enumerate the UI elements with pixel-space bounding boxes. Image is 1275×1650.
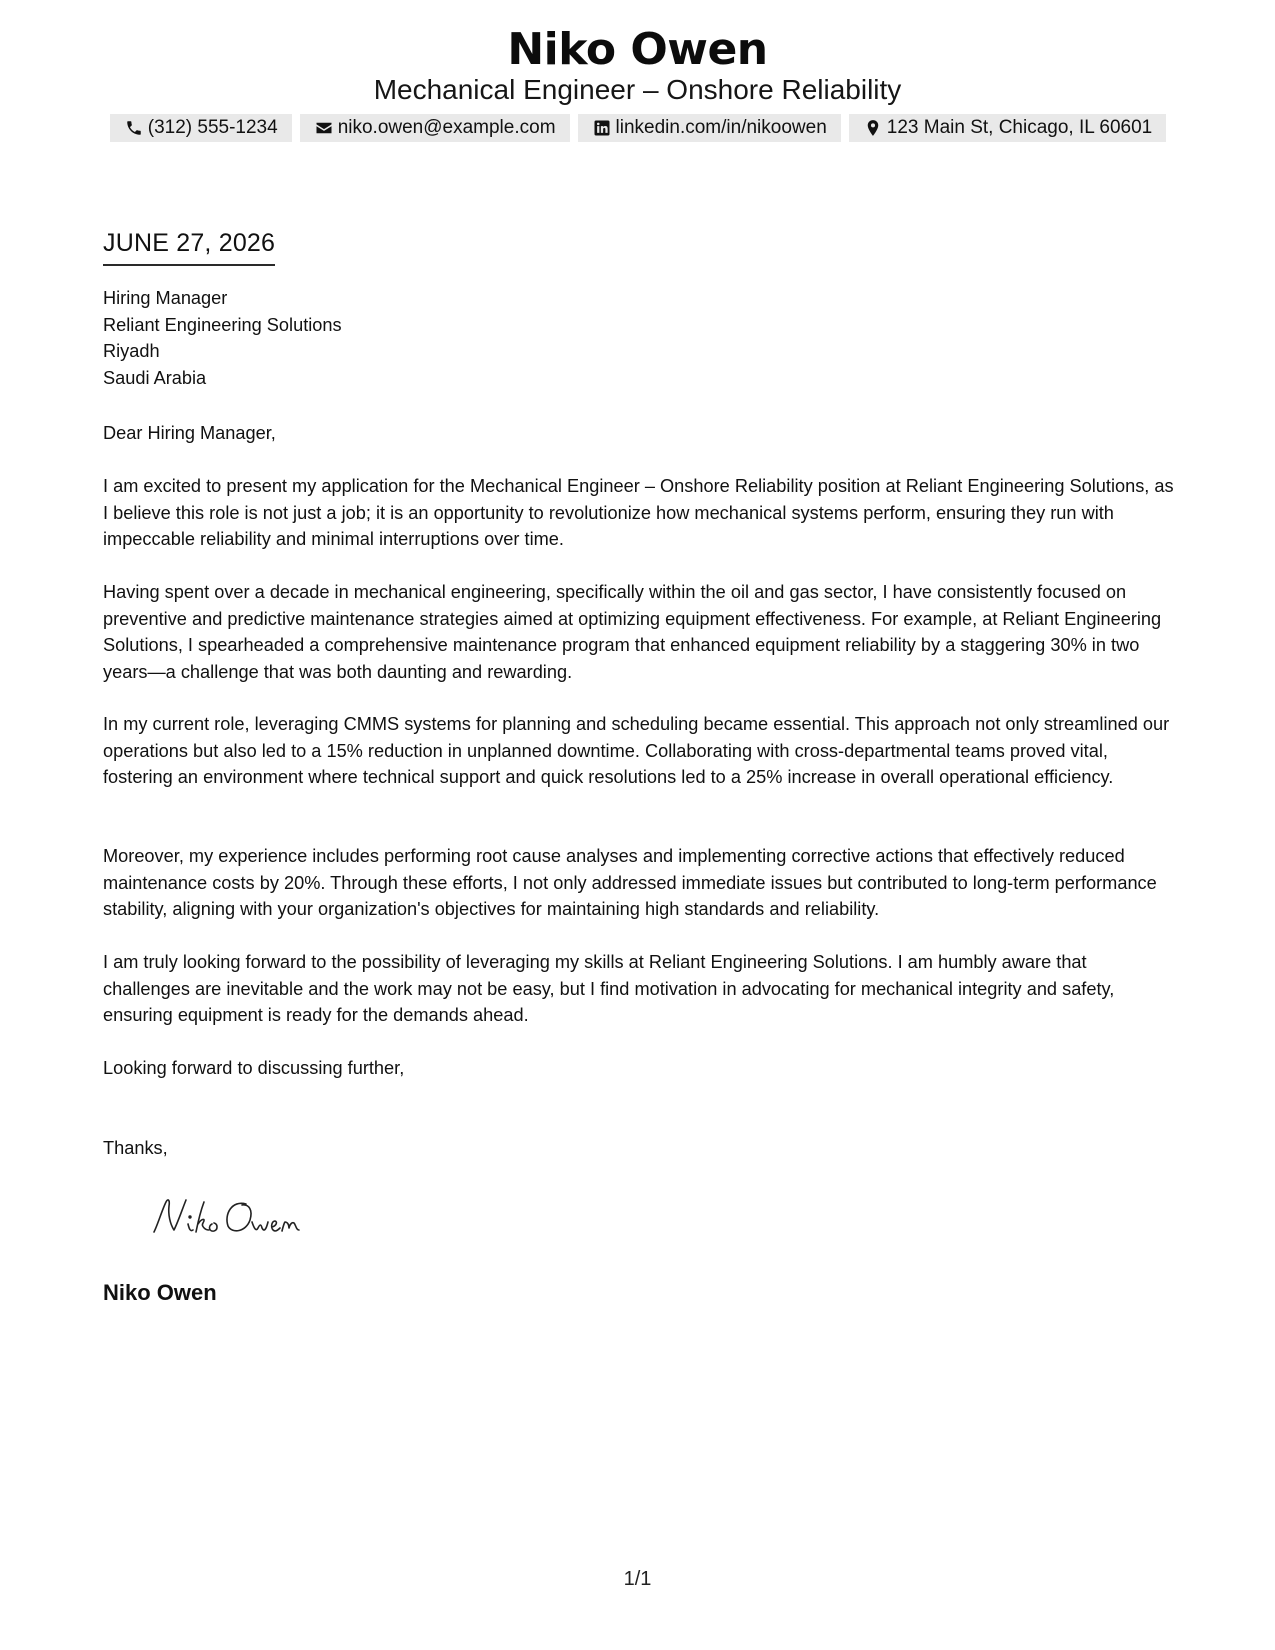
contact-email-text: niko.owen@example.com	[337, 117, 556, 138]
contact-bar	[113, 114, 1163, 142]
letter-header	[0, 24, 1275, 108]
contact-phone	[110, 114, 292, 142]
page-number: 1/1	[623, 1568, 652, 1590]
body-paragraph: I am truly looking forward to the possibility of leveraging my skills at Reliant Engineering Solutions. I am humbly aware that challenges are inevitable and the work may not be easy, but I find motivation in advocating for mechanical integrity and safety, ensuring equipment is ready for the demands ahead.	[103, 952, 1115, 1025]
recipient-line: Saudi Arabia	[103, 367, 207, 388]
closing-line: Looking forward to discussing further,	[103, 1058, 405, 1078]
contact-address	[849, 114, 1166, 142]
recipient-block	[103, 285, 1178, 391]
body-paragraph: I am excited to present my application for the Mechanical Engineer – Onshore Reliability position at Reliant Engineering Solutions, as I believe this role is not just a job; it is an opportunity to revolutionize how mechanical systems perform, ensuring they run with impeccable reliability and minimal interruptions over time.	[103, 476, 1174, 549]
handwritten-signature	[148, 1188, 328, 1248]
body-paragraph: Moreover, my experience includes performing root cause analyses and implementing corrective actions that effectively reduced maintenance costs by 20%. Through these efforts, I not only addressed immediate issues but contributed to long-term performance stability, aligning with your organization's objectives for maintaining high standards and reliability.	[103, 846, 1157, 919]
recipient-line: Riyadh	[103, 341, 160, 361]
contact-phone-text: (312) 555-1234	[147, 117, 278, 138]
phone-icon	[124, 118, 144, 138]
contact-address-text: 123 Main St, Chicago, IL 60601	[886, 117, 1153, 138]
recipient-line: Hiring Manager	[103, 288, 228, 308]
applicant-title: Mechanical Engineer – Onshore Reliability	[373, 74, 902, 105]
body-paragraph: In my current role, leveraging CMMS systems for planning and scheduling became essential. This approach not only streamlined our operations but also led to a 15% reduction in unplanned downtime. Collaborating with cross-departmental teams proved vital, fostering an environment where technical support and quick resolutions led to a 25% increase in overall operational efficiency.	[103, 714, 1170, 787]
applicant-name: Niko Owen	[507, 24, 768, 75]
body-paragraph: Having spent over a decade in mechanical engineering, specifically within the oil and gas sector, I have consistently focused on preventive and predictive maintenance strategies aimed at optimizing equipment effectiveness. For example, at Reliant Engineering Solutions, I spearheaded a comprehensive maintenance program that enhanced equipment reliability by a staggering 30% in two years—a challenge that was both daunting and rewarding.	[103, 582, 1162, 682]
signer-name: Niko Owen	[103, 1280, 217, 1305]
salutation: Dear Hiring Manager,	[103, 423, 276, 443]
contact-linkedin-text: linkedin.com/in/nikoowen	[615, 117, 827, 138]
recipient-line: Reliant Engineering Solutions	[103, 314, 342, 335]
contact-linkedin	[578, 114, 841, 142]
envelope-icon	[314, 118, 334, 138]
map-pin-icon	[863, 118, 883, 138]
letter-date: JUNE 27, 2026	[103, 226, 275, 266]
contact-email	[300, 114, 570, 142]
linkedin-icon	[592, 118, 612, 138]
sign-off: Thanks,	[103, 1138, 168, 1158]
